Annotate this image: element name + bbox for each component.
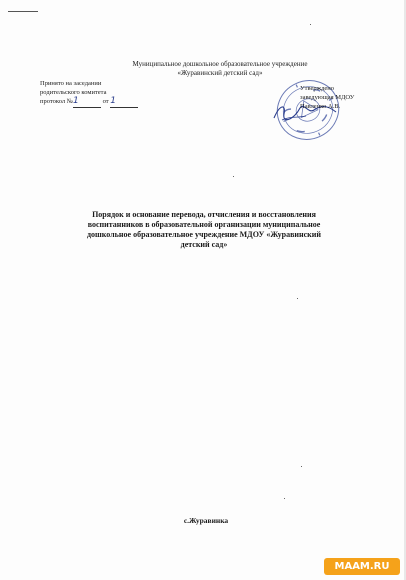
protocol-label: протокол №: [40, 98, 73, 105]
protocol-row: [40, 97, 160, 108]
scan-speck: [301, 466, 302, 467]
watermark-logo: MAAM.RU: [324, 558, 400, 575]
institution-header: [100, 60, 340, 78]
scan-speck: [310, 24, 311, 25]
scan-artifact-line: [8, 11, 38, 12]
title-line-3: дошкольное образовательное учреждение МДОУ «Журавинский: [86, 230, 321, 239]
title-line-2: воспитанников в образовательной организации муниципальное: [87, 220, 321, 229]
approved-line-2: заведующая МДОУ: [300, 94, 355, 101]
accepted-line-2: родительского комитета: [40, 88, 107, 96]
institution-line-2: «Журавинский детский сад»: [177, 69, 263, 77]
approved-line-3: Павленко А.В.: [300, 103, 341, 110]
institution-line-1: Муниципальное дошкольное образовательное учреждение: [132, 60, 308, 68]
scan-speck: [233, 176, 234, 177]
protocol-number-field: [73, 97, 101, 108]
title-line-1: Порядок и основание перевода, отчисления и восстановления: [92, 210, 316, 219]
accepted-line-1: Принято на заседании: [40, 80, 102, 87]
document-title: [50, 210, 358, 250]
approved-block: [300, 84, 390, 111]
scan-speck: [297, 298, 298, 299]
date-value: 1: [110, 96, 116, 106]
protocol-number: 1: [72, 96, 79, 106]
approved-line-1: Утверждено: [300, 85, 335, 92]
date-prefix: от: [102, 98, 109, 105]
date-field: [110, 97, 138, 108]
scan-speck: [284, 498, 285, 499]
accepted-block: [40, 80, 160, 108]
title-line-4: детский сад»: [180, 240, 228, 249]
place-name: с.Журавинка: [183, 516, 229, 525]
